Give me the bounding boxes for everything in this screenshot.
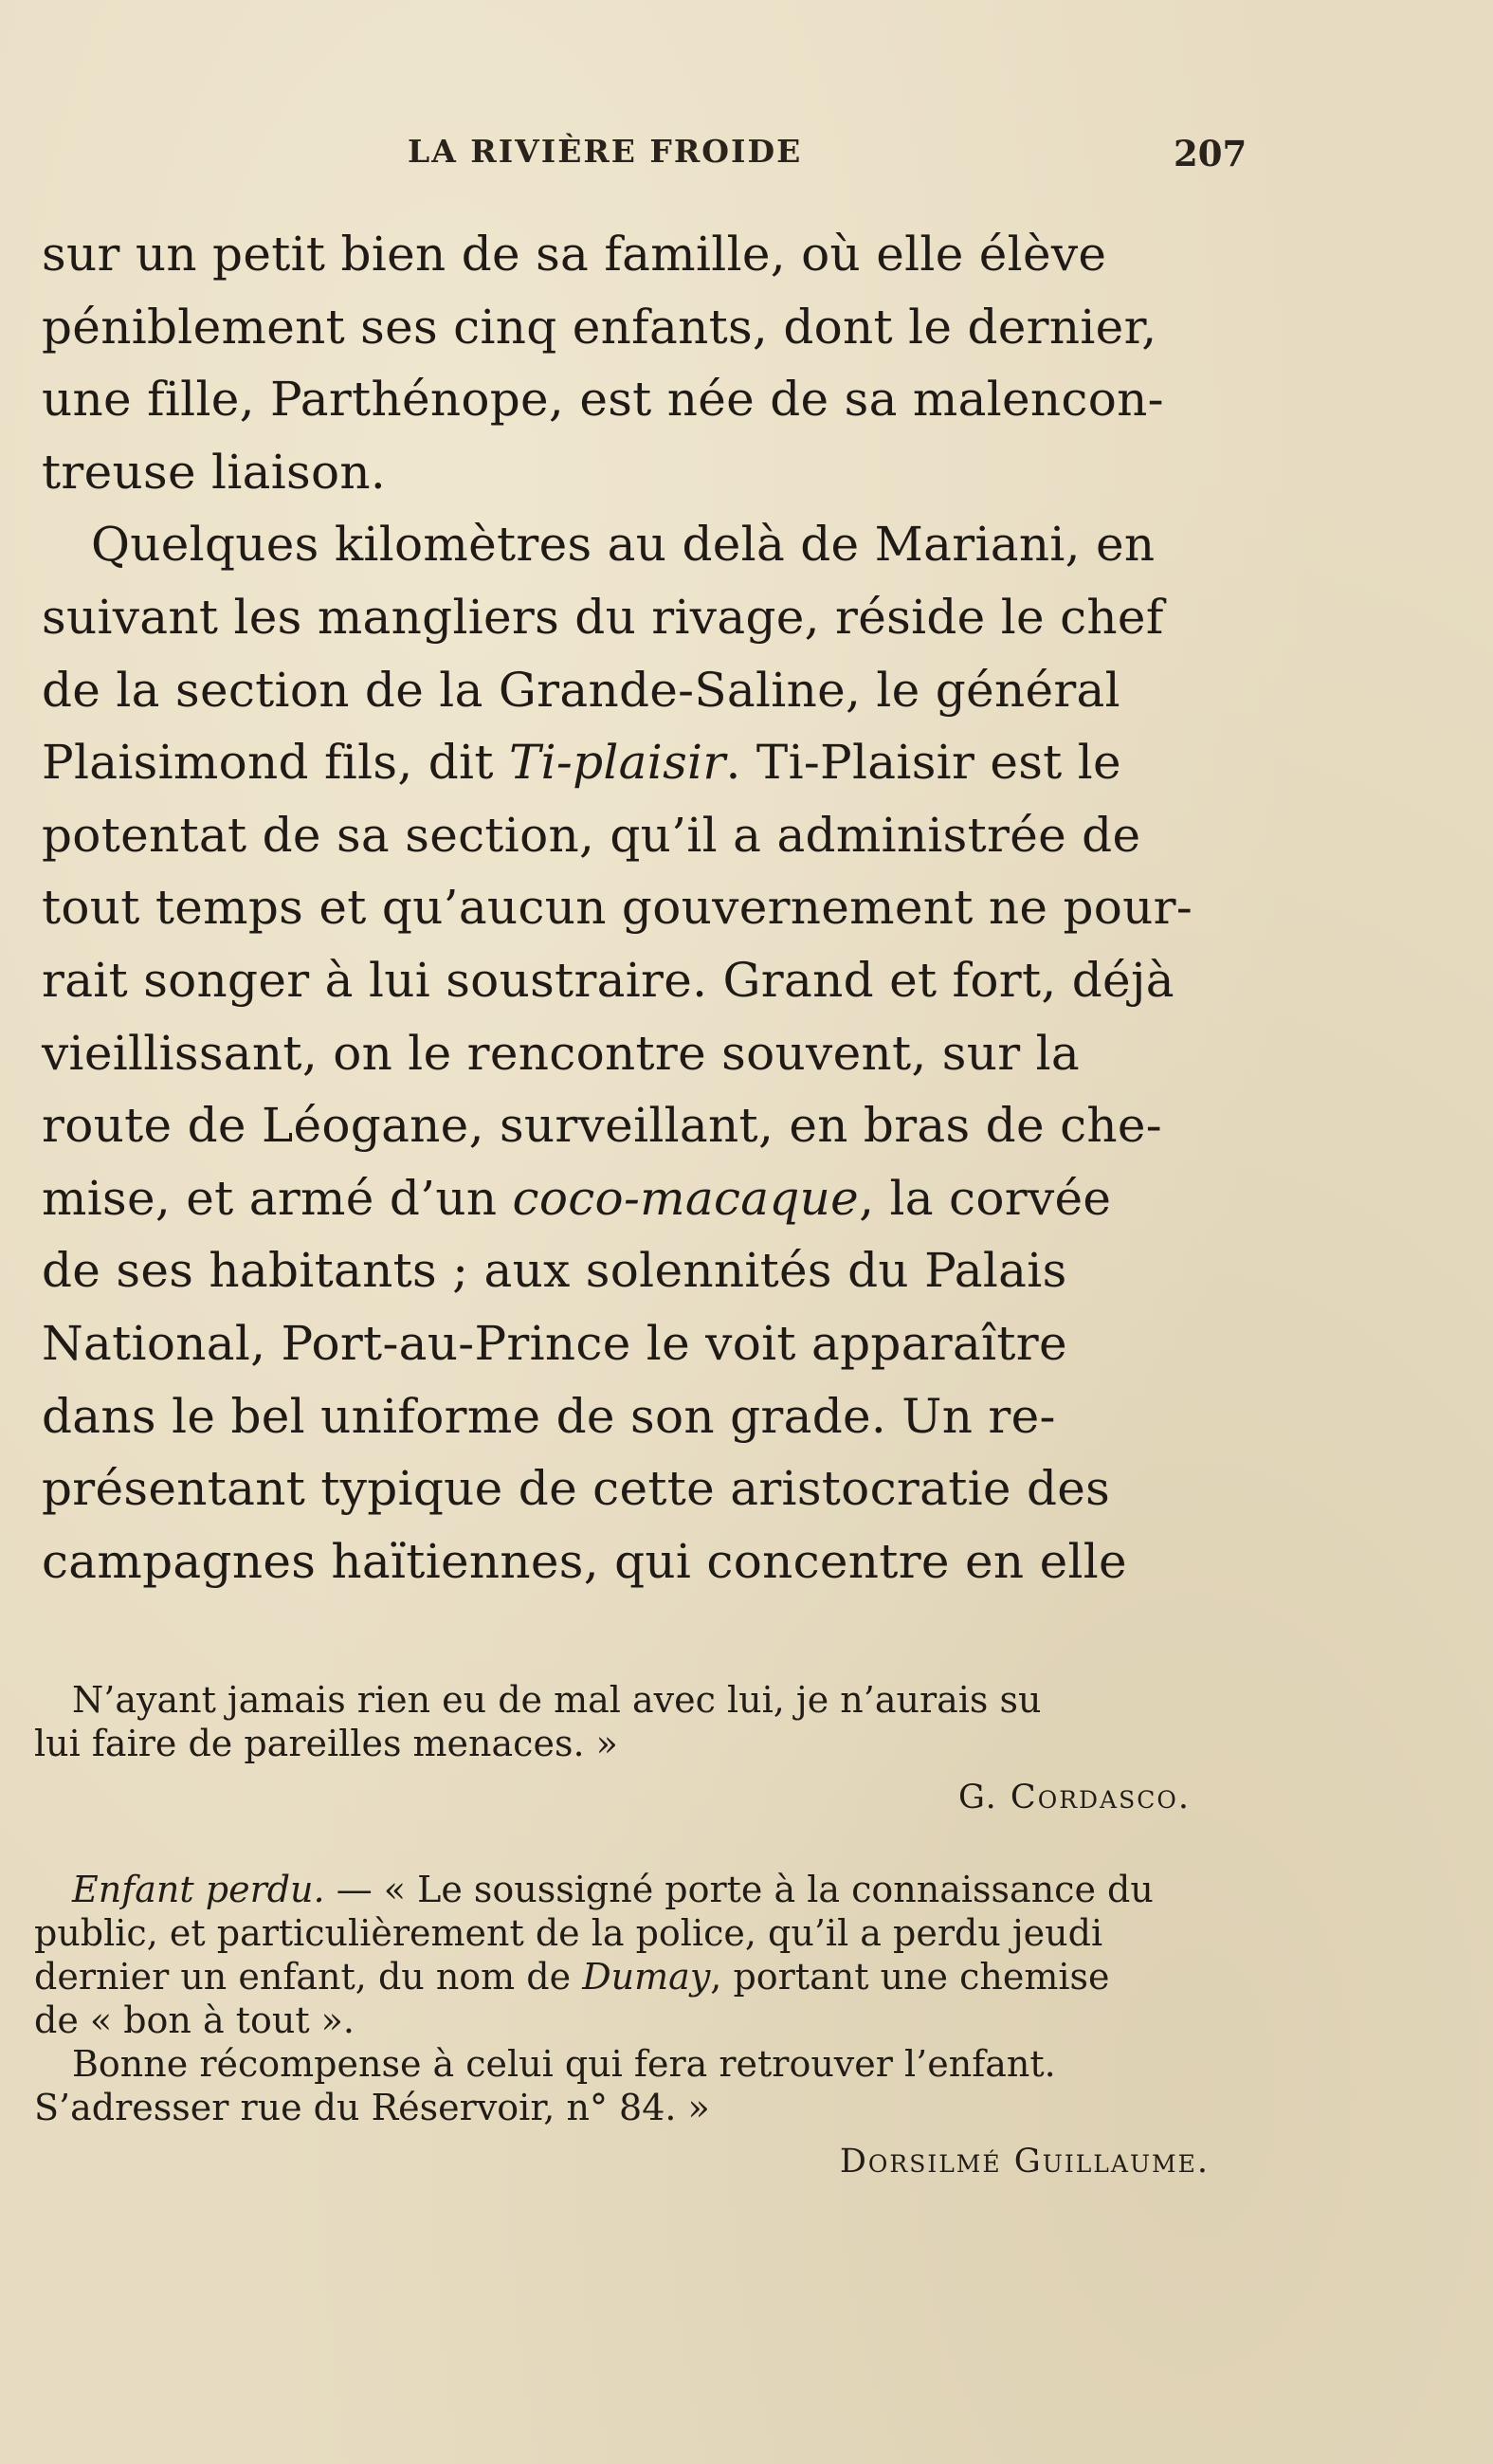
body-line: campagnes haïtiennes, qui concentre en elle [42,1533,1127,1589]
body-line: rait songer à lui soustraire. Grand et fort, déjà [42,952,1174,1008]
footnote-line: public, et particulièrement de la police, qu’il a perdu jeudi [34,1912,1103,1954]
body-line: Quelques kilomètres au delà de Mariani, en [91,517,1156,573]
footnote-line: de « bon à tout ». [34,1999,355,2041]
body-line: une fille, Parthénope, est née de sa malencon- [42,372,1164,428]
body-text-run: , la corvée [859,1170,1112,1226]
footnote-signature: G. Cordasco. [957,1779,1191,1816]
body-line-mixed [42,1162,1232,1235]
italic-term: Ti-plaisir [508,735,726,791]
italic-name: Dumay [582,1956,711,1998]
body-line-mixed [42,726,1232,799]
page-number: 207 [1174,133,1247,174]
footnote-line: N’ayant jamais rien eu de mal avec lui, je n’aurais su [72,1679,1042,1721]
body-text-run: . Ti-Plaisir est le [725,735,1121,791]
body-line: de ses habitants ; aux solennités du Palais [42,1243,1067,1299]
body-line: dans le bel uniforme de son grade. Un re- [42,1388,1056,1444]
footnote-line: lui faire de pareilles menaces. » [34,1723,618,1764]
footnote-line: Bonne récompense à celui qui fera retrouver l’enfant. [72,2043,1056,2085]
footnote-label: Enfant perdu. [72,1869,325,1910]
footnotes [34,1678,1229,2186]
footnote-line [34,1955,1229,1999]
italic-term: coco-macaque [512,1170,860,1226]
body-line: National, Port-au-Prince le voit apparaître [42,1315,1067,1371]
body-text [42,218,1232,1597]
footnote-signature: Dorsilmé Guillaume. [839,2143,1210,2181]
body-line: potentat de sa section, qu’il a administrée de [42,807,1141,863]
body-line: route de Léogane, surveillant, en bras de che- [42,1098,1162,1154]
footnote-line: S’adresser rue du Réservoir, n° 84. » [34,2087,710,2128]
running-title: LA RIVIÈRE FROIDE [408,133,803,170]
body-line: tout temps et qu’aucun gouvernement ne pour- [42,880,1193,936]
body-text-run: mise, et armé d’un [42,1170,498,1226]
body-line: treuse liaison. [42,444,387,500]
footnote-line [34,1868,1229,1911]
body-text-run: Plaisimond fils, dit [42,735,494,791]
body-line: vieillissant, on le rencontre souvent, sur la [42,1025,1080,1081]
footnote-text-run: , portant une chemise [710,1956,1110,1998]
body-line: présentant typique de cette aristocratie des [42,1461,1111,1517]
body-line: de la section de la Grande-Saline, le général [42,662,1120,718]
footnote-text-run: — « Le soussigné porte à la connaissance du [324,1869,1154,1910]
body-line: péniblement ses cinq enfants, dont le dernier, [42,299,1157,355]
spacer [34,1822,1229,1868]
body-line: sur un petit bien de sa famille, où elle élève [42,227,1107,282]
body-line: suivant les mangliers du rivage, réside le chef [42,589,1164,645]
footnote-text-run: dernier un enfant, du nom de [34,1956,583,1998]
